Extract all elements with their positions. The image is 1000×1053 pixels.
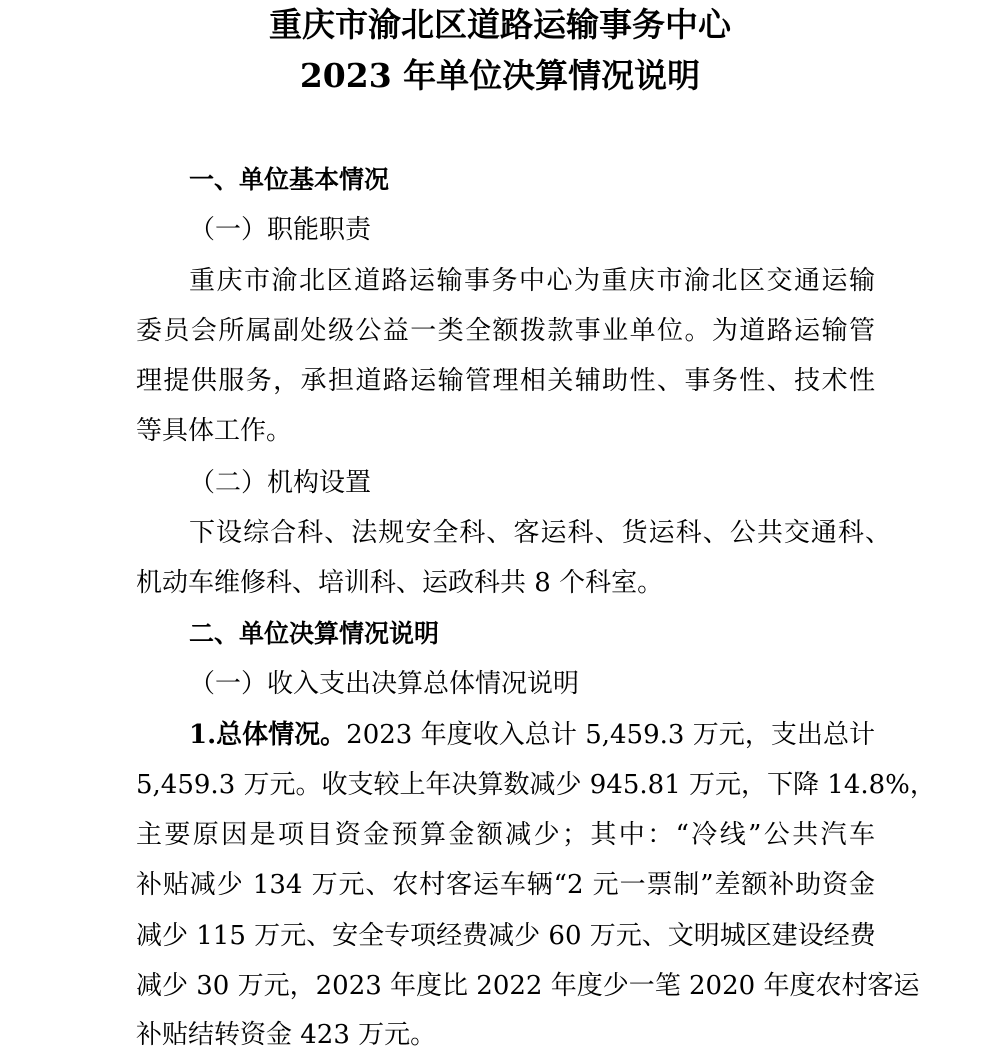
document-title-line1: 重庆市渝北区道路运输事务中心 [269, 5, 731, 44]
document-title-line2: 2023 年单位决算情况说明 [299, 56, 701, 95]
section1-sub1-line: 理提供服务，承担道路运输管理相关辅助性、事务性、技术性 [136, 366, 875, 396]
section2-sub1-line: 主要原因是项目资金预算金额减少；其中：“冷线”公共汽车 [136, 820, 875, 850]
section1-sub2-heading: （二）机构设置 [189, 468, 372, 498]
section2-sub1-line: 补贴减少 134 万元、农村客运车辆“2 元一票制”差额补助资金 [136, 870, 875, 900]
section1-sub1-line: 重庆市渝北区道路运输事务中心为重庆市渝北区交通运输 [189, 266, 875, 296]
section2-sub1-heading: （一）收入支出决算总体情况说明 [189, 669, 580, 699]
section2-sub1-line: 补贴结转资金 423 万元。 [136, 1020, 437, 1050]
section1-sub1-line: 等具体工作。 [136, 416, 293, 446]
section2-sub1-line: 减少 115 万元、安全专项经费减少 60 万元、文明城区建设经费 [136, 921, 876, 951]
section2-heading: 二、单位决算情况说明 [189, 619, 440, 648]
section1-sub1-heading: （一）职能职责 [189, 215, 372, 245]
section1-heading: 一、单位基本情况 [189, 165, 390, 194]
section1-sub2-line: 下设综合科、法规安全科、客运科、货运科、公共交通科、 [189, 518, 891, 548]
section2-sub1-line: 5,459.3 万元。收支较上年决算数减少 945.81 万元，下降 14.8%， [136, 770, 936, 800]
section1-sub2-line: 机动车维修科、培训科、运政科共 8 个科室。 [136, 568, 664, 598]
section2-sub1-line: 减少 30 万元，2023 年度比 2022 年度少一笔 2020 年度农村客运 [136, 971, 920, 1001]
section1-sub1-line: 委员会所属副处级公益一类全额拨款事业单位。为道路运输管 [136, 316, 875, 346]
section2-sub1-first-line [189, 718, 875, 752]
overall-lead: 1.总体情况。 [189, 720, 347, 750]
overall-line1-rest: 2023 年度收入总计 5,459.3 万元，支出总计 [346, 720, 875, 750]
